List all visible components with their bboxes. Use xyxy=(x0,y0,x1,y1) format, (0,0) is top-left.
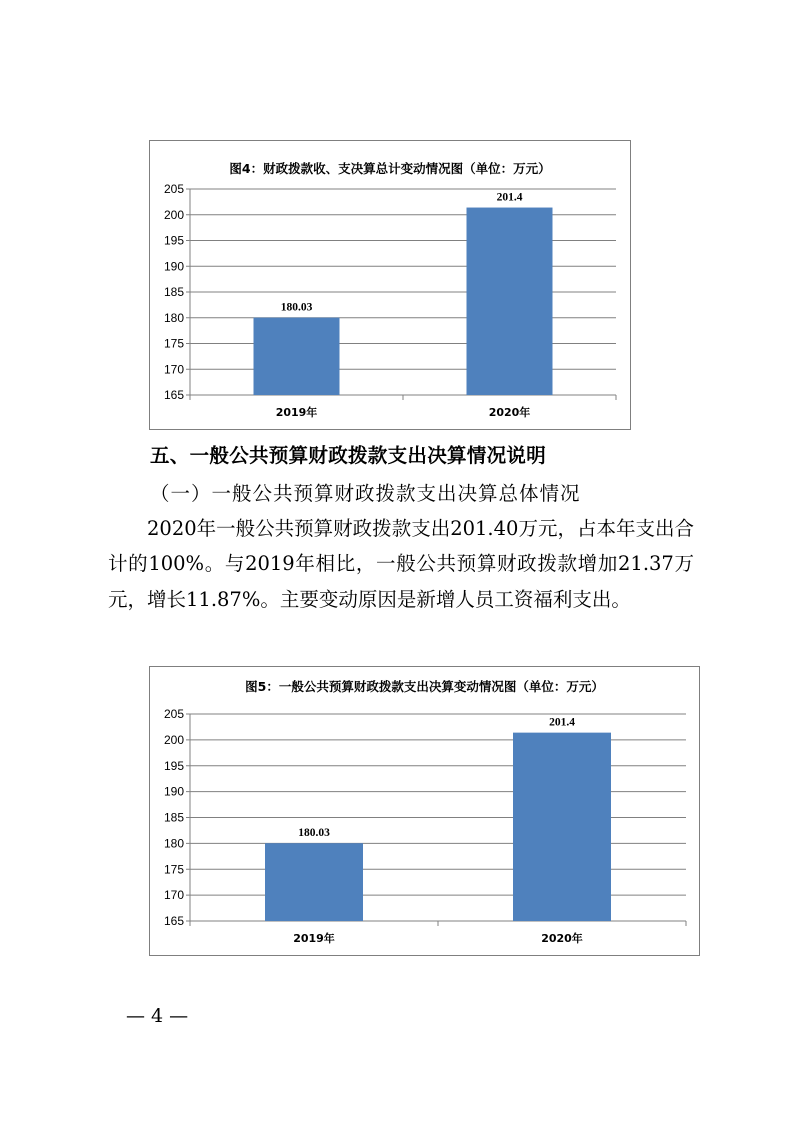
y-tick-label: 190 xyxy=(163,259,184,274)
bar-2020年 xyxy=(513,733,611,921)
section-heading: 五、一般公共预算财政拨款支出决算情况说明 xyxy=(150,444,547,467)
category-label: 2019年 xyxy=(293,932,335,945)
y-tick-label: 205 xyxy=(163,707,184,721)
y-tick-label: 175 xyxy=(163,336,184,351)
page-number: — 4 — xyxy=(126,1005,189,1027)
y-tick-label: 185 xyxy=(163,810,184,825)
chart-figure-4 xyxy=(149,140,631,430)
y-tick-label: 185 xyxy=(163,285,184,299)
chart-figure-5 xyxy=(149,666,700,956)
y-tick-label: 165 xyxy=(163,914,184,928)
body-paragraph: 2020年一般公共预算财政拨款支出201.40万元，占本年支出合计的100%。与2019年相比，一般公共预算财政拨款增加21.37万元，增长11.87%。主要变动原因是新增人员工资福利支出。 xyxy=(108,517,694,611)
y-tick-label: 170 xyxy=(163,888,184,903)
data-label: 201.4 xyxy=(496,191,523,204)
category-label: 2020年 xyxy=(488,406,531,419)
category-label: 2019年 xyxy=(275,406,318,419)
y-tick-label: 205 xyxy=(163,182,184,196)
bar-2020年 xyxy=(467,208,553,395)
data-label: 180.03 xyxy=(280,301,313,314)
bar-2019年 xyxy=(254,318,340,395)
y-tick-label: 195 xyxy=(163,758,184,773)
chart-title: 图4：财政拨款收、支决算总计变动情况图（单位：万元） xyxy=(229,161,551,176)
data-label: 180.03 xyxy=(298,827,330,840)
category-label: 2020年 xyxy=(541,932,583,945)
bar-chart xyxy=(150,667,701,957)
bar-chart xyxy=(150,141,632,431)
y-tick-label: 175 xyxy=(163,862,184,877)
y-tick-label: 170 xyxy=(163,362,184,377)
y-tick-label: 200 xyxy=(163,207,184,222)
y-tick-label: 190 xyxy=(163,784,184,799)
y-tick-label: 200 xyxy=(163,732,184,747)
y-tick-label: 180 xyxy=(163,836,184,851)
y-tick-label: 180 xyxy=(163,310,184,325)
section-subheading: （一）一般公共预算财政拨款支出决算总体情况 xyxy=(150,482,581,505)
data-label: 201.4 xyxy=(549,716,575,729)
bar-2019年 xyxy=(265,843,363,921)
y-tick-label: 195 xyxy=(163,233,184,248)
y-tick-label: 165 xyxy=(163,388,184,402)
chart-title: 图5：一般公共预算财政拨款支出决算变动情况图（单位：万元） xyxy=(245,679,604,694)
